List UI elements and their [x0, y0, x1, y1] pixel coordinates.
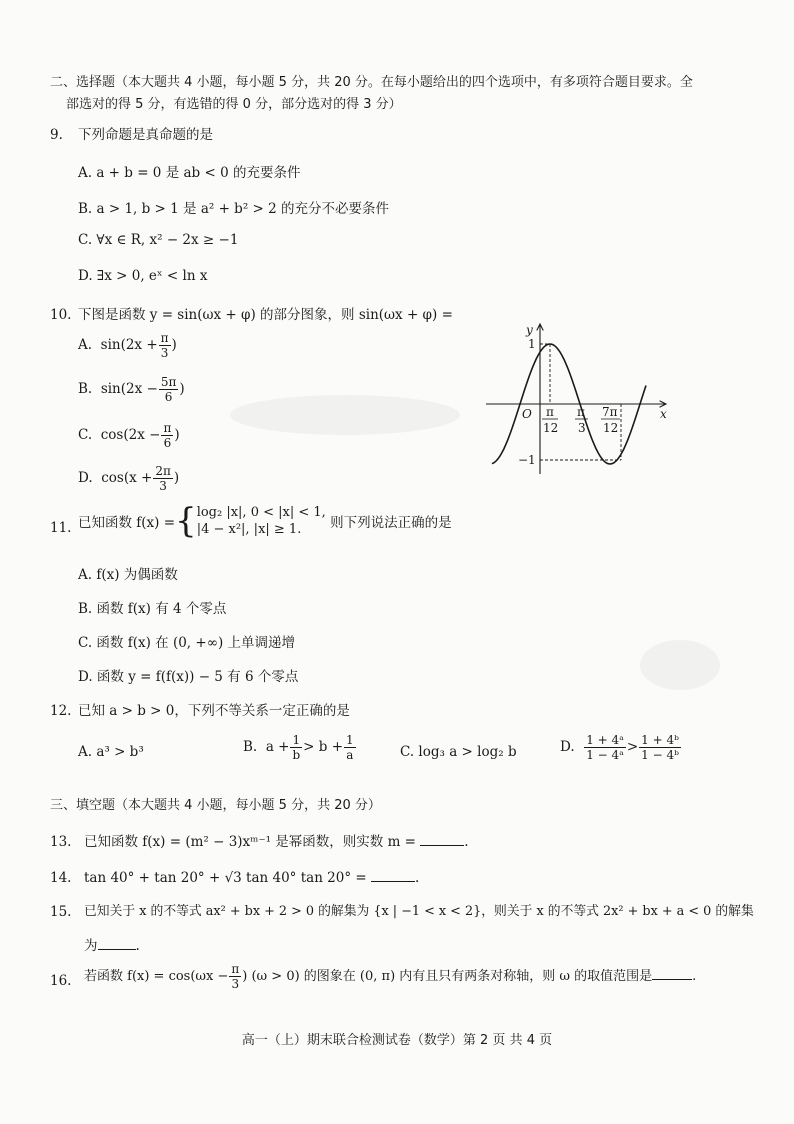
q10-b-den: 6	[164, 390, 173, 404]
q11-cases	[197, 504, 326, 538]
q11-case2: |4 − x²|, |x| ≥ 1.	[196, 522, 302, 537]
q11-case1: log₂ |x|, 0 < |x| < 1,	[196, 505, 326, 520]
q16-pre: 若函数 f(x) = cos(ωx −	[84, 969, 229, 984]
q11-number: 11.	[50, 520, 72, 536]
q13-answer-blank	[420, 833, 464, 846]
page-footer: 高一（上）期末联合检测试卷（数学）第 2 页 共 4 页	[241, 1033, 553, 1048]
q10-option-c	[78, 421, 180, 450]
q10-d-fraction	[153, 464, 173, 493]
q10-option-a	[78, 331, 177, 360]
q9-option-a: A. a + b = 0 是 ab < 0 的充要条件	[78, 165, 301, 181]
q14-end: .	[415, 870, 420, 886]
q10-d-den: 3	[159, 479, 167, 493]
q12-number: 12.	[50, 703, 72, 719]
q10-number: 10.	[50, 307, 72, 323]
q12-d-label: D.	[560, 739, 575, 755]
q11-stem-pre: 已知函数 f(x) =	[78, 515, 176, 531]
q16-post: ) (ω > 0) 的图象在 (0, π) 内有且只有两条对称轴，则 ω 的取值范围是	[242, 969, 653, 984]
scan-smudge	[640, 640, 720, 690]
q12-b-d2: a	[346, 748, 354, 762]
q15-text: 已知关于 x 的不等式 ax² + bx + 2 > 0 的解集为 {x | −1 < x < 2}，则关于 x 的不等式 2x² + bx + a < 0 的解集	[84, 904, 754, 919]
section2-heading-line1: 二、选择题（本大题共 4 小题，每小题 5 分，共 20 分。在每小题给出的四个选项中，有多项符合题目要求。全	[50, 75, 693, 90]
q12-d-mid: >	[626, 739, 639, 755]
tick1-den: 12	[543, 421, 559, 435]
q9-option-c: C. ∀x ∈ R, x² − 2x ≥ −1	[78, 232, 239, 248]
q10-a-den: 3	[160, 346, 169, 360]
q10-b-fraction	[159, 375, 179, 404]
q12-option-d	[560, 733, 682, 762]
q16-line	[84, 962, 696, 991]
q10-d-label: D.	[78, 470, 93, 486]
q10-d-num: 2π	[155, 464, 171, 478]
q11-option-a: A. f(x) 为偶函数	[78, 567, 178, 583]
q10-stem: 下图是函数 y = sin(ωx + φ) 的部分图象，则 sin(ωx + φ) =	[78, 307, 453, 323]
q16-den: 3	[231, 977, 240, 991]
q10-option-d	[78, 464, 179, 493]
q10-option-b	[78, 375, 185, 404]
q12-stem: 已知 a > b > 0，下列不等关系一定正确的是	[78, 703, 350, 719]
q12-option-a: A. a³ > b³	[78, 744, 144, 760]
q15-number: 15.	[50, 904, 72, 920]
q16-answer-blank	[652, 967, 692, 980]
q12-b-label: B.	[243, 739, 258, 755]
q9-stem: 下列命题是真命题的是	[78, 127, 213, 143]
q11-option-c: C. 函数 f(x) 在 (0, +∞) 上单调递增	[78, 635, 296, 651]
q13-end: .	[464, 834, 469, 850]
q10-b-label: B.	[78, 381, 93, 397]
y-bottom-label: −1	[518, 453, 536, 467]
q16-end: .	[692, 969, 697, 984]
q10-d-post: )	[173, 470, 180, 486]
q12-d-n2: 1 + 4ᵇ	[641, 733, 679, 747]
q12-d-frac1	[584, 733, 626, 762]
q12-d-d2: 1 − 4ᵇ	[641, 748, 679, 762]
q12-option-c: C. log₃ a > log₂ b	[400, 744, 517, 760]
section3-heading: 三、填空题（本大题共 4 小题，每小题 5 分，共 20 分）	[50, 798, 381, 813]
tick2-den: 3	[578, 421, 586, 435]
q10-b-post: )	[179, 381, 185, 397]
q10-b-pre: sin(2x −	[100, 381, 158, 397]
q9-option-d: D. ∃x > 0, eˣ < ln x	[78, 268, 208, 284]
q13-line	[84, 833, 469, 851]
q12-b-frac2	[344, 733, 356, 762]
q10-a-fraction	[159, 331, 171, 360]
q14-text: tan 40° + tan 20° + √3 tan 40° tan 20° =	[84, 870, 367, 886]
y-axis-label: y	[526, 323, 533, 337]
tick1-num: π	[546, 405, 554, 419]
y-top-label: 1	[528, 337, 536, 351]
q14-number: 14.	[50, 870, 72, 886]
q14-answer-blank	[371, 869, 415, 882]
q16-number: 16.	[50, 973, 72, 989]
q15-answer-blank	[98, 937, 136, 950]
q12-option-b	[243, 733, 357, 762]
q12-b-mid: > b +	[303, 739, 344, 755]
q12-b-a: a +	[265, 739, 290, 755]
q11-option-d: D. 函数 y = f(f(x)) − 5 有 6 个零点	[78, 669, 299, 685]
q10-c-post: )	[174, 427, 180, 443]
tick2-num: π	[577, 405, 585, 419]
q14-line	[84, 869, 419, 887]
q10-a-post: )	[171, 337, 177, 353]
q10-c-fraction	[161, 421, 173, 450]
q11-stem	[78, 501, 452, 541]
scan-smudge	[230, 395, 460, 435]
q11-stem-post: 则下列说法正确的是	[330, 515, 452, 531]
q10-a-label: A.	[78, 337, 93, 353]
q10-c-den: 6	[163, 436, 172, 450]
q15-line2-text: 为	[84, 938, 98, 954]
q11-brace: {	[175, 501, 197, 541]
q15-end: .	[135, 938, 140, 954]
q12-b-n2: 1	[346, 733, 354, 747]
q10-a-num: π	[160, 331, 169, 345]
q10-b-num: 5π	[160, 375, 177, 389]
q9-option-b: B. a > 1, b > 1 是 a² + b² > 2 的充分不必要条件	[78, 201, 390, 217]
q12-d-d1: 1 − 4ᵃ	[586, 748, 624, 762]
origin-label: O	[522, 407, 532, 421]
q13-number: 13.	[50, 834, 72, 850]
section2-heading-line2: 部选对的得 5 分，有选错的得 0 分，部分选对的得 3 分）	[66, 97, 402, 112]
q11-option-b: B. 函数 f(x) 有 4 个零点	[78, 601, 227, 617]
tick3-num: 7π	[602, 405, 618, 419]
q15-line2	[84, 937, 140, 955]
q10-c-pre: cos(2x −	[100, 427, 161, 443]
q10-c-label: C.	[78, 427, 93, 443]
q12-b-frac1	[290, 733, 302, 762]
tick3-den: 12	[603, 421, 619, 435]
q12-d-n1: 1 + 4ᵃ	[586, 733, 624, 747]
q16-num: π	[231, 962, 240, 976]
q9-number: 9.	[50, 127, 63, 143]
q12-b-n1: 1	[292, 733, 301, 747]
q10-d-pre: cos(x +	[101, 470, 153, 486]
q12-d-frac2	[639, 733, 681, 762]
sine-graph	[478, 318, 678, 478]
x-axis-label: x	[660, 407, 667, 421]
q12-b-d1: b	[292, 748, 301, 762]
q16-fraction	[229, 962, 241, 991]
q10-c-num: π	[163, 421, 172, 435]
q13-text: 已知函数 f(x) = (m² − 3)xᵐ⁻¹ 是幂函数，则实数 m =	[84, 834, 416, 850]
q10-a-pre: sin(2x +	[100, 337, 158, 353]
